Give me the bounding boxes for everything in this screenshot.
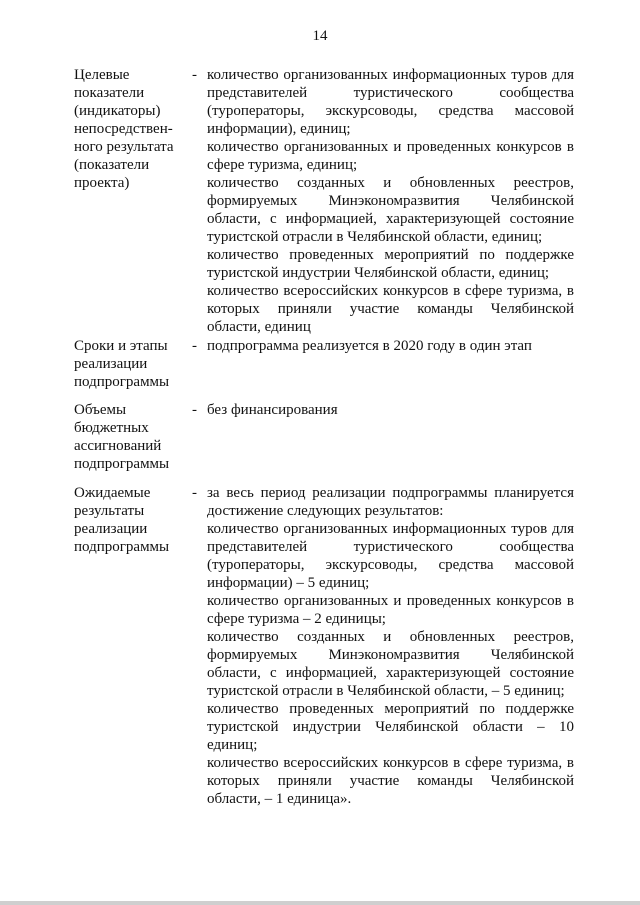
content-paragraph: подпрограмма реализуется в 2020 году в один этап	[207, 338, 532, 354]
content-paragraph: количество организованных информационных туров для представителей туристического сообщества (туроператоры, экскурсоводы, средства массовой информации), единиц;	[207, 67, 574, 137]
row-label: Объемы бюджетных ассигнований подпрограммы	[74, 402, 170, 472]
row-dash: -	[192, 338, 197, 354]
content-paragraph: количество организованных и проведенных конкурсов в сфере туризма – 2 единицы;	[207, 593, 574, 627]
content-paragraph: количество организованных информационных туров для представителей туристического сообщества (туроператоры, экскурсоводы, средства массовой информации) – 5 единиц;	[207, 521, 574, 591]
row-content	[207, 337, 574, 355]
page-number: 14	[312, 28, 328, 44]
row-dash: -	[192, 402, 197, 418]
content-paragraph: количество проведенных мероприятий по поддержке туристской индустрии Челябинской области – 10 единиц;	[207, 701, 574, 753]
row-label: Целевые показатели (индикаторы) непосредствен-ного результата (показатели проекта)	[74, 67, 174, 191]
row-content	[207, 401, 574, 419]
content-paragraph: количество всероссийских конкурсов в сфере туризма, в которых приняли участие команды Челябинской области, – 1 единица».	[207, 755, 574, 807]
row-dash: -	[192, 485, 197, 501]
row-label: Ожидаемые результаты реализации подпрограммы	[74, 485, 170, 555]
content-paragraph: количество созданных и обновленных реестров, формируемых Минэкономразвития Челябинской области, с информацией, характеризующей состояние туристской отрасли в Челябинской области, единиц;	[207, 175, 574, 245]
row-content	[207, 484, 574, 808]
row-label: Сроки и этапы реализации подпрограммы	[74, 338, 170, 390]
row-content	[207, 66, 574, 336]
content-paragraph: количество проведенных мероприятий по поддержке туристской индустрии Челябинской области, единиц;	[207, 247, 574, 281]
row-dash: -	[192, 67, 197, 83]
content-paragraph: количество всероссийских конкурсов в сфере туризма, в которых приняли участие команды Челябинской области, единиц	[207, 283, 574, 335]
content-paragraph: количество организованных и проведенных конкурсов в сфере туризма, единиц;	[207, 139, 574, 173]
content-paragraph: без финансирования	[207, 402, 338, 418]
scan-bottom-edge	[0, 901, 640, 905]
content-paragraph: количество созданных и обновленных реестров, формируемых Минэкономразвития Челябинской области, с информацией, характеризующей состояние туристской отрасли в Челябинской области, – 5 единиц;	[207, 629, 574, 699]
content-paragraph: за весь период реализации подпрограммы планируется достижение следующих результатов:	[207, 485, 574, 519]
